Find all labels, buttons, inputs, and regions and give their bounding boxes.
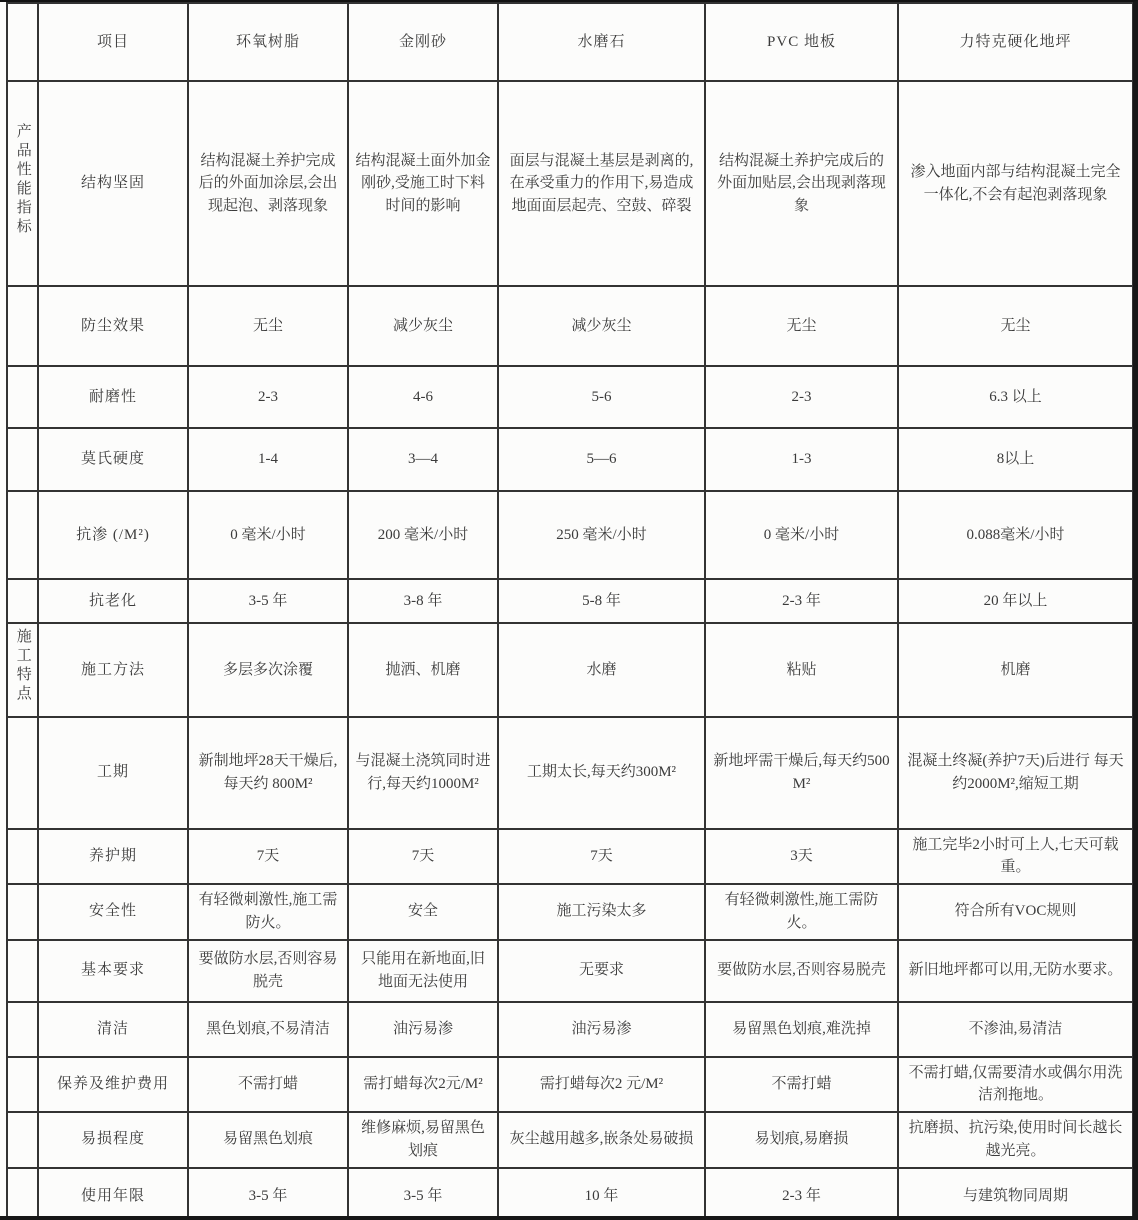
header-row (7, 3, 1133, 81)
cell: 工期太长,每天约300M² (498, 717, 705, 829)
group-spacer-cell (7, 1002, 38, 1057)
group-label-performance: 产品性能指标 (14, 122, 31, 237)
cell: 1-4 (188, 428, 348, 491)
cell: 机磨 (898, 623, 1133, 717)
cell: 3天 (705, 829, 898, 884)
cell: 施工污染太多 (498, 884, 705, 940)
group-spacer-cell (7, 286, 38, 366)
cell: 8以上 (898, 428, 1133, 491)
cell: 2-3 (188, 366, 348, 428)
group-spacer-cell (7, 884, 38, 940)
cell: 5—6 (498, 428, 705, 491)
cell: 安全 (348, 884, 498, 940)
cell: 无要求 (498, 940, 705, 1002)
cell: 无尘 (705, 286, 898, 366)
column-header-litek: 力特克硬化地坪 (898, 3, 1133, 81)
cell: 要做防水层,否则容易脱壳 (705, 940, 898, 1002)
group-spacer-cell (7, 829, 38, 884)
table-row (7, 623, 1133, 717)
column-header-terrazzo: 水磨石 (498, 3, 705, 81)
group-spacer-cell (7, 579, 38, 623)
cell: 3-5 年 (348, 1168, 498, 1220)
group-spacer-cell (7, 428, 38, 491)
cell: 粘贴 (705, 623, 898, 717)
column-header-item: 项目 (38, 3, 188, 81)
cell: 250 毫米/小时 (498, 491, 705, 579)
cell: 7天 (348, 829, 498, 884)
cell: 200 毫米/小时 (348, 491, 498, 579)
table-row (7, 884, 1133, 940)
table-row (7, 1112, 1133, 1168)
row-label: 保养及维护费用 (38, 1057, 188, 1112)
column-header-pvc: PVC 地板 (705, 3, 898, 81)
cell: 0.088毫米/小时 (898, 491, 1133, 579)
cell: 4-6 (348, 366, 498, 428)
cell: 易划痕,易磨损 (705, 1112, 898, 1168)
table-row (7, 829, 1133, 884)
table-row (7, 579, 1133, 623)
row-label: 使用年限 (38, 1168, 188, 1220)
cell: 10 年 (498, 1168, 705, 1220)
cell: 与建筑物同周期 (898, 1168, 1133, 1220)
cell: 2-3 年 (705, 1168, 898, 1220)
cell: 易留黑色划痕 (188, 1112, 348, 1168)
cell: 7天 (498, 829, 705, 884)
cell: 渗入地面内部与结构混凝土完全一体化,不会有起泡剥落现象 (898, 81, 1133, 286)
row-label: 施工方法 (38, 623, 188, 717)
row-label: 结构坚固 (38, 81, 188, 286)
table-row (7, 428, 1133, 491)
table-row (7, 1168, 1133, 1220)
cell: 只能用在新地面,旧地面无法使用 (348, 940, 498, 1002)
cell: 要做防水层,否则容易脱壳 (188, 940, 348, 1002)
cell: 0 毫米/小时 (705, 491, 898, 579)
table-row (7, 1057, 1133, 1112)
cell: 面层与混凝土基层是剥离的,在承受重力的作用下,易造成地面面层起壳、空鼓、碎裂 (498, 81, 705, 286)
row-label: 防尘效果 (38, 286, 188, 366)
group-label-cell (7, 623, 38, 717)
cell: 6.3 以上 (898, 366, 1133, 428)
group-spacer-cell (7, 1112, 38, 1168)
cell: 3-5 年 (188, 579, 348, 623)
cell: 2-3 年 (705, 579, 898, 623)
cell: 结构混凝土养护完成后的外面加贴层,会出现剥落现象 (705, 81, 898, 286)
cell: 易留黑色划痕,难洗掉 (705, 1002, 898, 1057)
row-label: 易损程度 (38, 1112, 188, 1168)
cell: 不需打蜡 (705, 1057, 898, 1112)
cell: 抛洒、机磨 (348, 623, 498, 717)
cell: 结构混凝土养护完成后的外面加涂层,会出现起泡、剥落现象 (188, 81, 348, 286)
cell: 0 毫米/小时 (188, 491, 348, 579)
table-row (7, 940, 1133, 1002)
cell: 不需打蜡,仅需要清水或偶尔用洗洁剂拖地。 (898, 1057, 1133, 1112)
cell: 1-3 (705, 428, 898, 491)
cell: 结构混凝土面外加金刚砂,受施工时下料时间的影响 (348, 81, 498, 286)
cell: 减少灰尘 (348, 286, 498, 366)
row-label: 基本要求 (38, 940, 188, 1002)
cell: 不需打蜡 (188, 1057, 348, 1112)
cell: 有轻微刺激性,施工需防火。 (188, 884, 348, 940)
cell: 减少灰尘 (498, 286, 705, 366)
cell: 多层多次涂覆 (188, 623, 348, 717)
corner-cell (7, 3, 38, 81)
cell: 混凝土终凝(养护7天)后进行 每天约2000M²,缩短工期 (898, 717, 1133, 829)
column-header-emery: 金刚砂 (348, 3, 498, 81)
group-spacer-cell (7, 1168, 38, 1220)
table-row (7, 286, 1133, 366)
group-spacer-cell (7, 1057, 38, 1112)
cell: 维修麻烦,易留黑色划痕 (348, 1112, 498, 1168)
cell: 油污易渗 (348, 1002, 498, 1057)
table-row (7, 81, 1133, 286)
group-spacer-cell (7, 717, 38, 829)
cell: 5-8 年 (498, 579, 705, 623)
cell: 不渗油,易清洁 (898, 1002, 1133, 1057)
cell: 符合所有VOC规则 (898, 884, 1133, 940)
cell: 无尘 (898, 286, 1133, 366)
table-row (7, 717, 1133, 829)
cell: 无尘 (188, 286, 348, 366)
row-label: 抗渗 (/M²) (38, 491, 188, 579)
cell: 5-6 (498, 366, 705, 428)
cell: 抗磨损、抗污染,使用时间长越长越光亮。 (898, 1112, 1133, 1168)
cell: 与混凝土浇筑同时进行,每天约1000M² (348, 717, 498, 829)
cell: 7天 (188, 829, 348, 884)
cell: 新地坪需干燥后,每天约500 M² (705, 717, 898, 829)
row-label: 安全性 (38, 884, 188, 940)
group-spacer-cell (7, 366, 38, 428)
cell: 新旧地坪都可以用,无防水要求。 (898, 940, 1133, 1002)
cell: 水磨 (498, 623, 705, 717)
row-label: 清洁 (38, 1002, 188, 1057)
cell: 有轻微刺激性,施工需防火。 (705, 884, 898, 940)
group-spacer-cell (7, 491, 38, 579)
cell: 黑色划痕,不易清洁 (188, 1002, 348, 1057)
cell: 需打蜡每次2 元/M² (498, 1057, 705, 1112)
flooring-comparison-table (6, 2, 1134, 1220)
cell: 2-3 (705, 366, 898, 428)
cell: 施工完毕2小时可上人,七天可载重。 (898, 829, 1133, 884)
row-label: 抗老化 (38, 579, 188, 623)
column-header-epoxy: 环氧树脂 (188, 3, 348, 81)
cell: 3—4 (348, 428, 498, 491)
cell: 灰尘越用越多,嵌条处易破损 (498, 1112, 705, 1168)
group-label-cell (7, 81, 38, 286)
row-label: 养护期 (38, 829, 188, 884)
cell: 20 年以上 (898, 579, 1133, 623)
cell: 新制地坪28天干燥后,每天约 800M² (188, 717, 348, 829)
row-label: 莫氏硬度 (38, 428, 188, 491)
table-row (7, 1002, 1133, 1057)
group-label-construction: 施工特点 (14, 628, 31, 704)
cell: 油污易渗 (498, 1002, 705, 1057)
table-row (7, 491, 1133, 579)
cell: 3-8 年 (348, 579, 498, 623)
cell: 需打蜡每次2元/M² (348, 1057, 498, 1112)
row-label: 工期 (38, 717, 188, 829)
row-label: 耐磨性 (38, 366, 188, 428)
cell: 3-5 年 (188, 1168, 348, 1220)
group-spacer-cell (7, 940, 38, 1002)
table-row (7, 366, 1133, 428)
